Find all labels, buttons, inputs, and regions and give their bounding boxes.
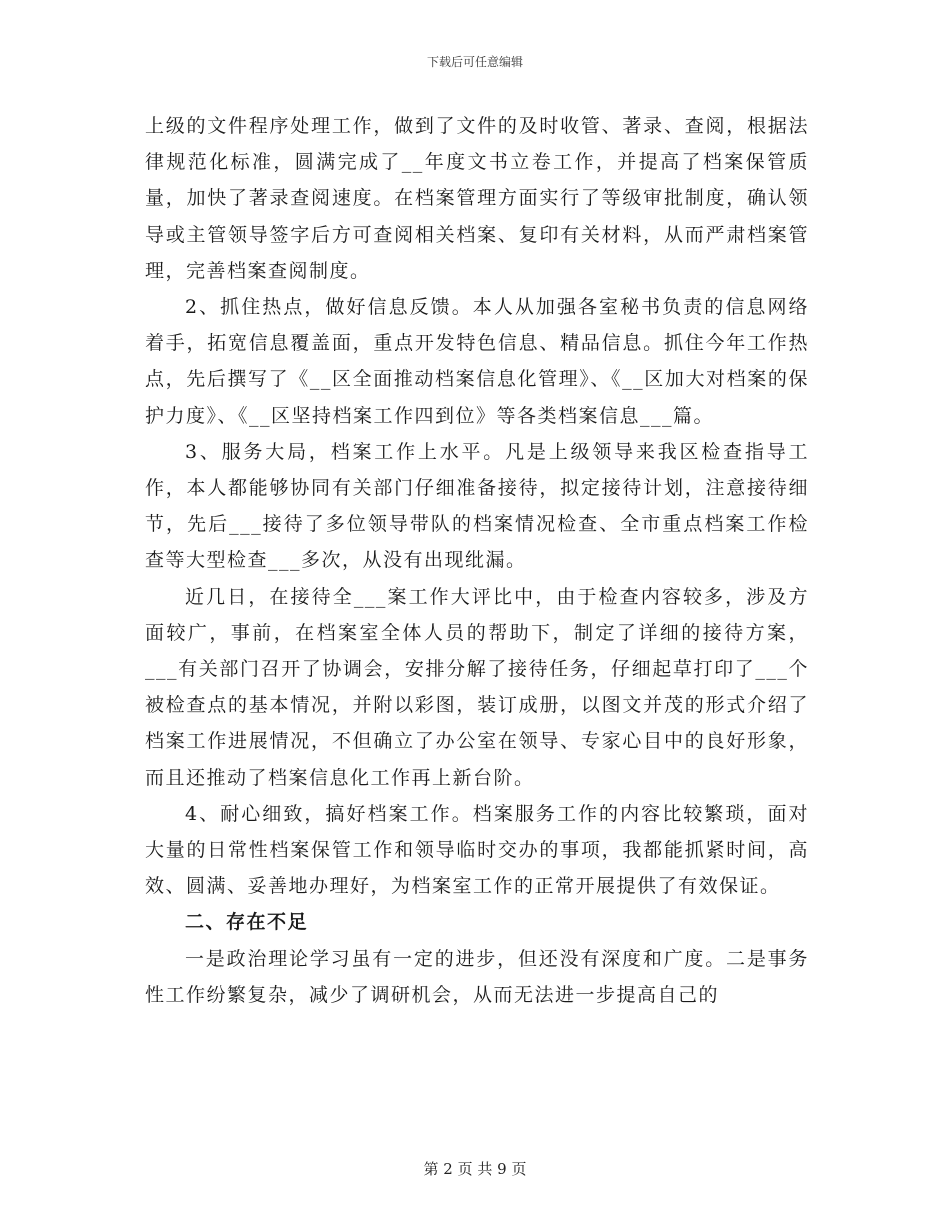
paragraph-continuation: 上级的文件程序处理工作，做到了文件的及时收管、著录、查阅，根据法律规范化标准，圆满完成了__年度文书立卷工作，并提高了档案保管质量，加快了著录查阅速度。在档案管理方面实行了等级审批制度，确认领导或主管领导签字后方可查阅相关档案、复印有关材料，从而严肃档案管理，完善档案查阅制度。 (145, 115, 809, 282)
paragraph-item-3: 3、服务大局，档案工作上水平。凡是上级领导来我区检查指导工作，本人都能够协同有关部门仔细准备接待，拟定接待计划，注意接待细节，先后___接待了多位领导带队的档案情况检查、全市重点档案工作检查等大型检查___多次，从没有出现纰漏。 (145, 440, 809, 572)
paragraph-item-4: 4、耐心细致，搞好档案工作。档案服务工作的内容比较繁琐，面对大量的日常性档案保管工作和领导临时交办的事项，我都能抓紧时间，高效、圆满、妥善地办理好，为档案室工作的正常开展提供了有效保证。 (145, 802, 809, 898)
page-header: 下载后可任意编辑 (426, 55, 523, 69)
document-body (145, 108, 809, 1013)
paragraph-item-2: 2、抓住热点，做好信息反馈。本人从加强各室秘书负责的信息网络着手，拓宽信息覆盖面，重点开发特色信息、精品信息。抓住今年工作热点，先后撰写了《__区全面推动档案信息化管理》、《__区加大对档案的保护力度》、《__区坚持档案工作四到位》等各类档案信息___篇。 (145, 296, 809, 427)
page-footer: 第 2 页 共 9 页 (423, 1160, 527, 1178)
paragraph-reception: 近几日，在接待全___案工作大评比中，由于检查内容较多，涉及方面较广，事前，在档案室全体人员的帮助下，制定了详细的接待方案，___有关部门召开了协调会，安排分解了接待任务，仔细起草打印了___个被检查点的基本情况，并附以彩图，装订成册，以图文并茂的形式介绍了档案工作进展情况，不但确立了办公室在领导、专家心目中的良好形象，而且还推动了档案信息化工作再上新台阶。 (145, 585, 809, 789)
section-heading-shortcomings: 二、存在不足 (185, 911, 309, 934)
paragraph-shortcomings: 一是政治理论学习虽有一定的进步，但还没有深度和广度。二是事务性工作纷繁复杂，减少了调研机会，从而无法进一步提高自己的 (145, 947, 809, 1006)
